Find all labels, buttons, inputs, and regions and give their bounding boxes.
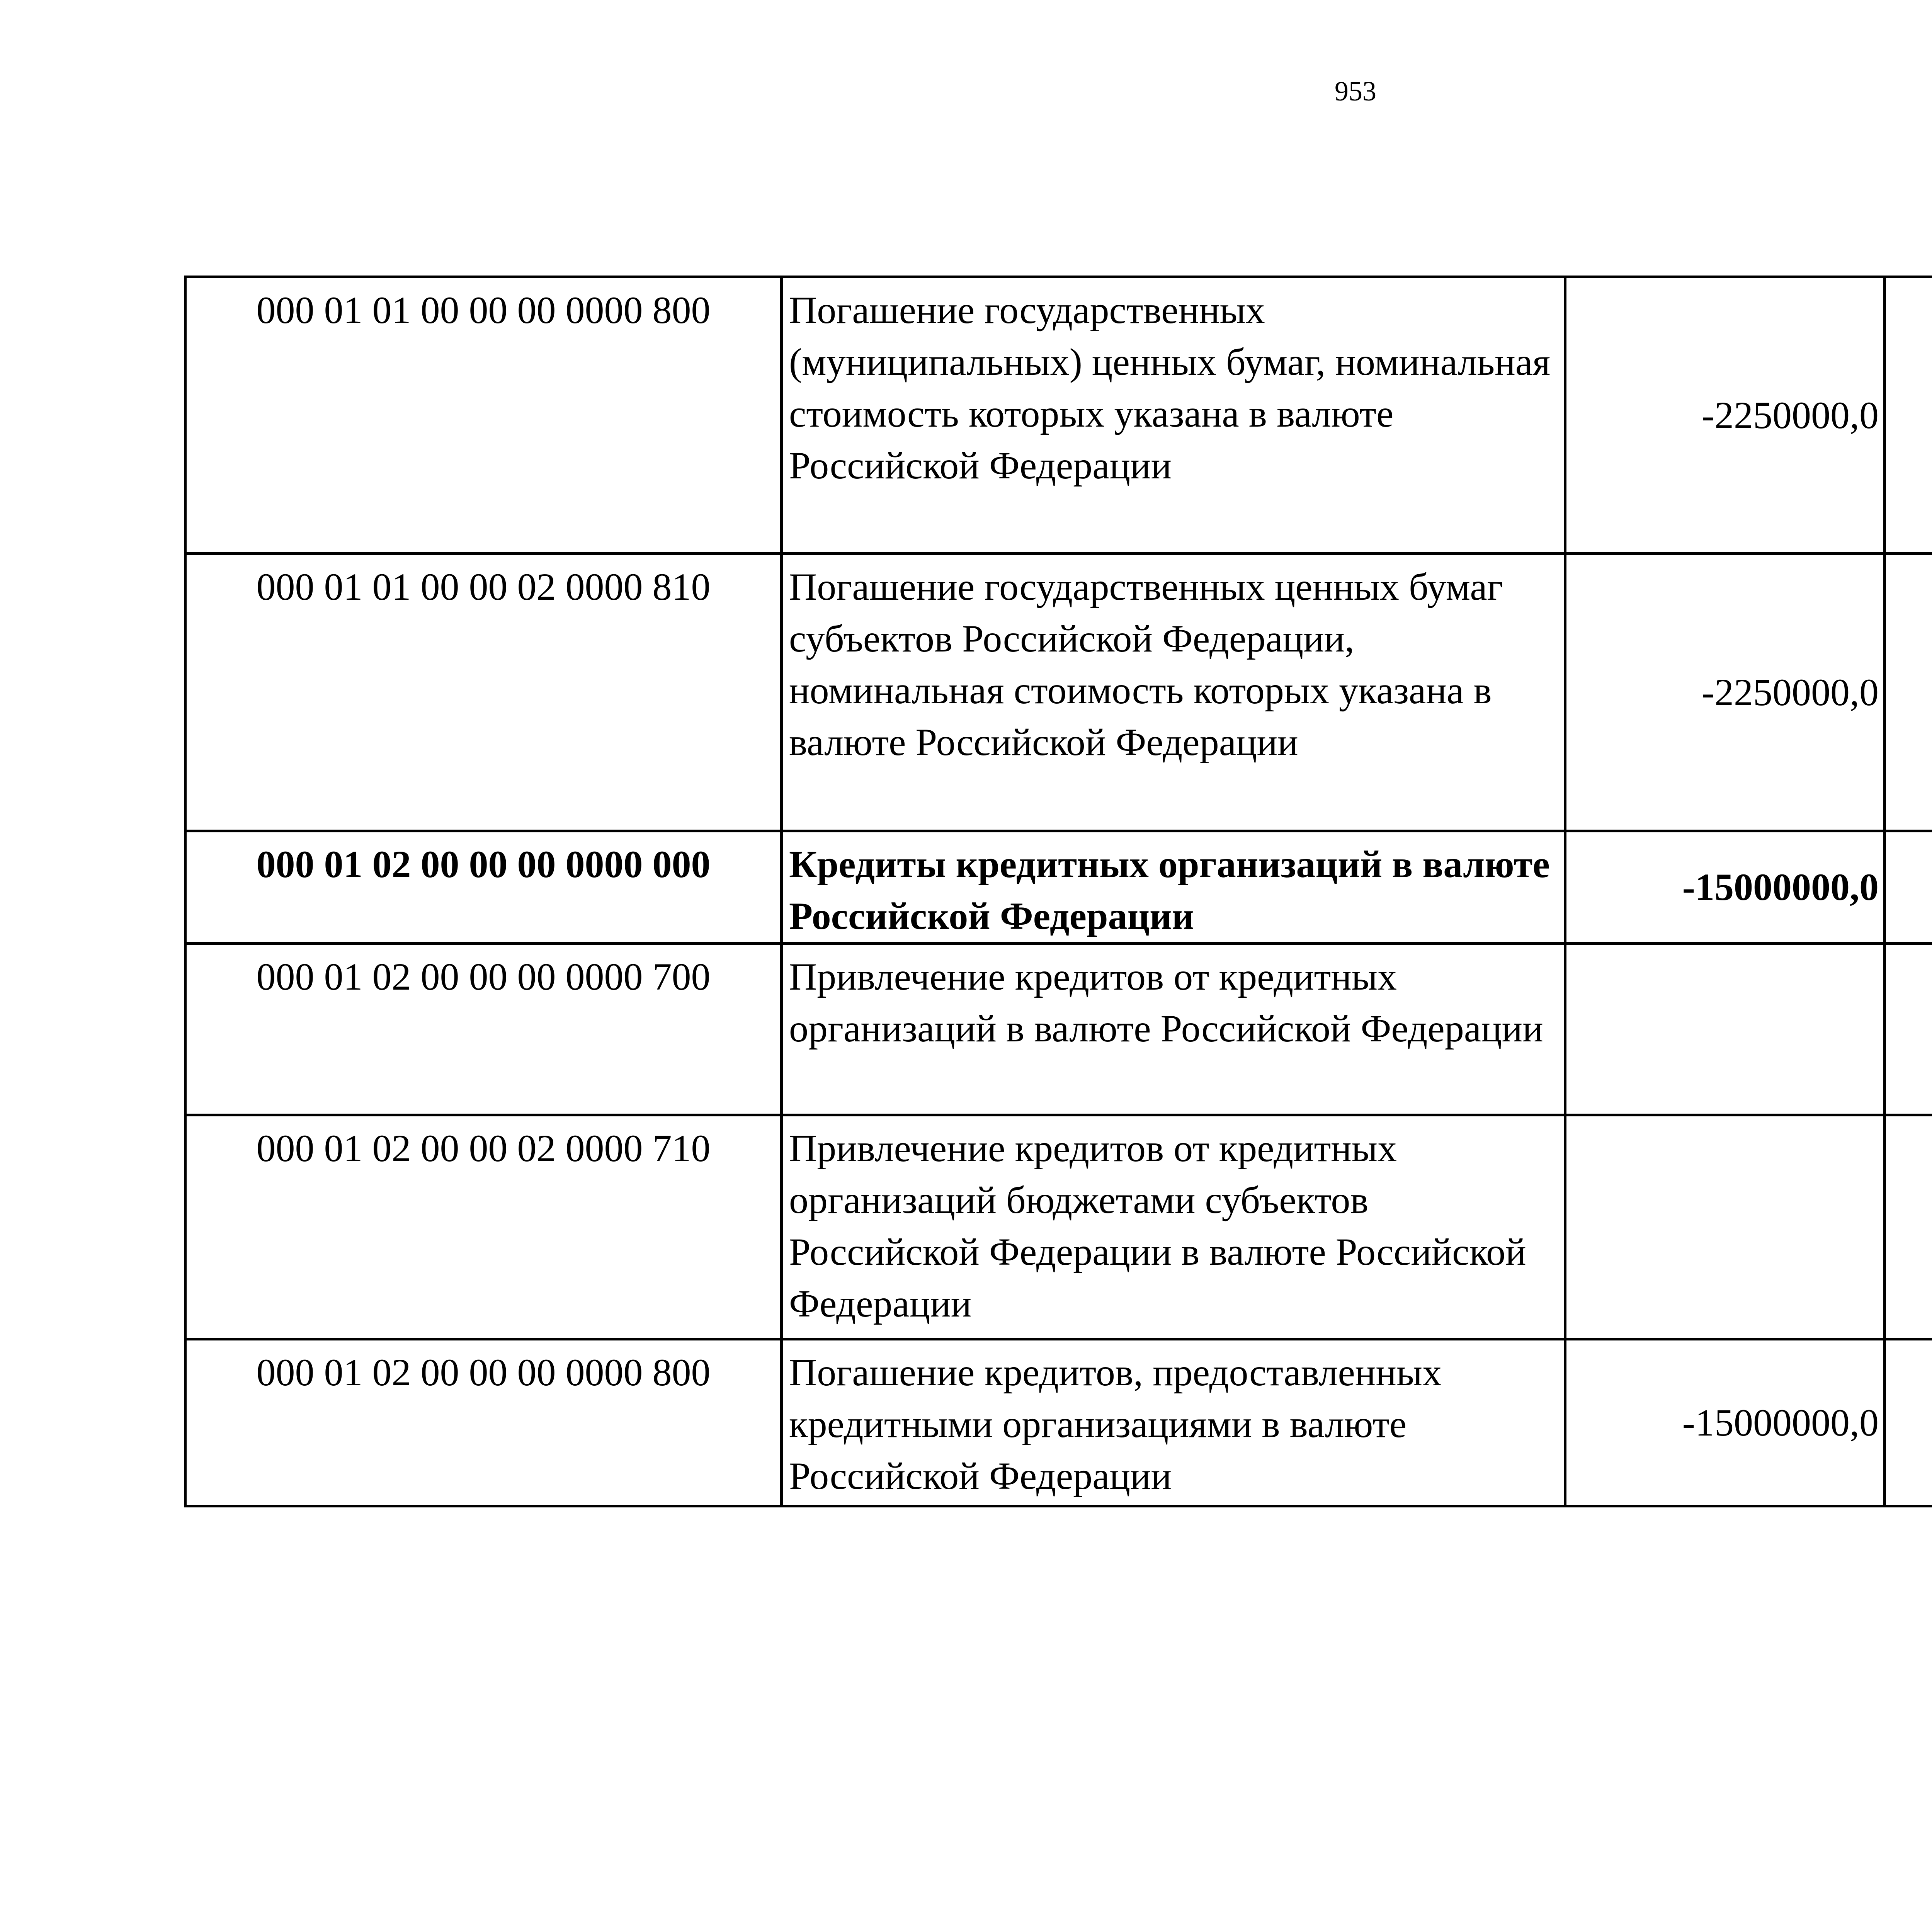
item-name: Привлечение кредитов от кредитных организаций бюджетами субъектов Российской Федерации в валюте Российской Федерации [782, 1115, 1565, 1339]
budget-code: 000 01 02 00 00 00 0000 800 [185, 1339, 782, 1506]
amount-col-1: -2250000,0 [1565, 277, 1885, 554]
amount-col-2 [1885, 944, 1932, 1115]
amount-col-1: -15000000,0 [1565, 1339, 1885, 1506]
amount-col-1 [1565, 944, 1885, 1115]
amount-col-2 [1885, 277, 1932, 554]
amount-col-2 [1885, 1339, 1932, 1506]
table-row [185, 831, 1932, 944]
table-row [185, 554, 1932, 831]
table-row [185, 1115, 1932, 1339]
item-name: Кредиты кредитных организаций в валюте Российской Федерации [782, 831, 1565, 944]
page-number: 953 [1335, 76, 1376, 107]
budget-code: 000 01 02 00 00 02 0000 710 [185, 1115, 782, 1339]
item-name: Погашение кредитов, предоставленных кредитными организациями в валюте Российской Федерации [782, 1339, 1565, 1506]
budget-sources-table [184, 276, 1932, 1507]
budget-code: 000 01 01 00 00 00 0000 800 [185, 277, 782, 554]
amount-col-2 [1885, 831, 1932, 944]
table-row [185, 944, 1932, 1115]
amount-col-2 [1885, 554, 1932, 831]
budget-code: 000 01 01 00 00 02 0000 810 [185, 554, 782, 831]
table-row [185, 1339, 1932, 1506]
amount-col-1 [1565, 1115, 1885, 1339]
amount-col-2 [1885, 1115, 1932, 1339]
amount-col-1: -2250000,0 [1565, 554, 1885, 831]
budget-code: 000 01 02 00 00 00 0000 000 [185, 831, 782, 944]
budget-code: 000 01 02 00 00 00 0000 700 [185, 944, 782, 1115]
table-row [185, 277, 1932, 554]
item-name: Погашение государственных ценных бумаг субъектов Российской Федерации, номинальная стоимость которых указана в валюте Российской Федерации [782, 554, 1565, 831]
item-name: Погашение государственных (муниципальных) ценных бумаг, номинальная стоимость которых указана в валюте Российской Федерации [782, 277, 1565, 554]
amount-col-1: -15000000,0 [1565, 831, 1885, 944]
item-name: Привлечение кредитов от кредитных организаций в валюте Российской Федерации [782, 944, 1565, 1115]
